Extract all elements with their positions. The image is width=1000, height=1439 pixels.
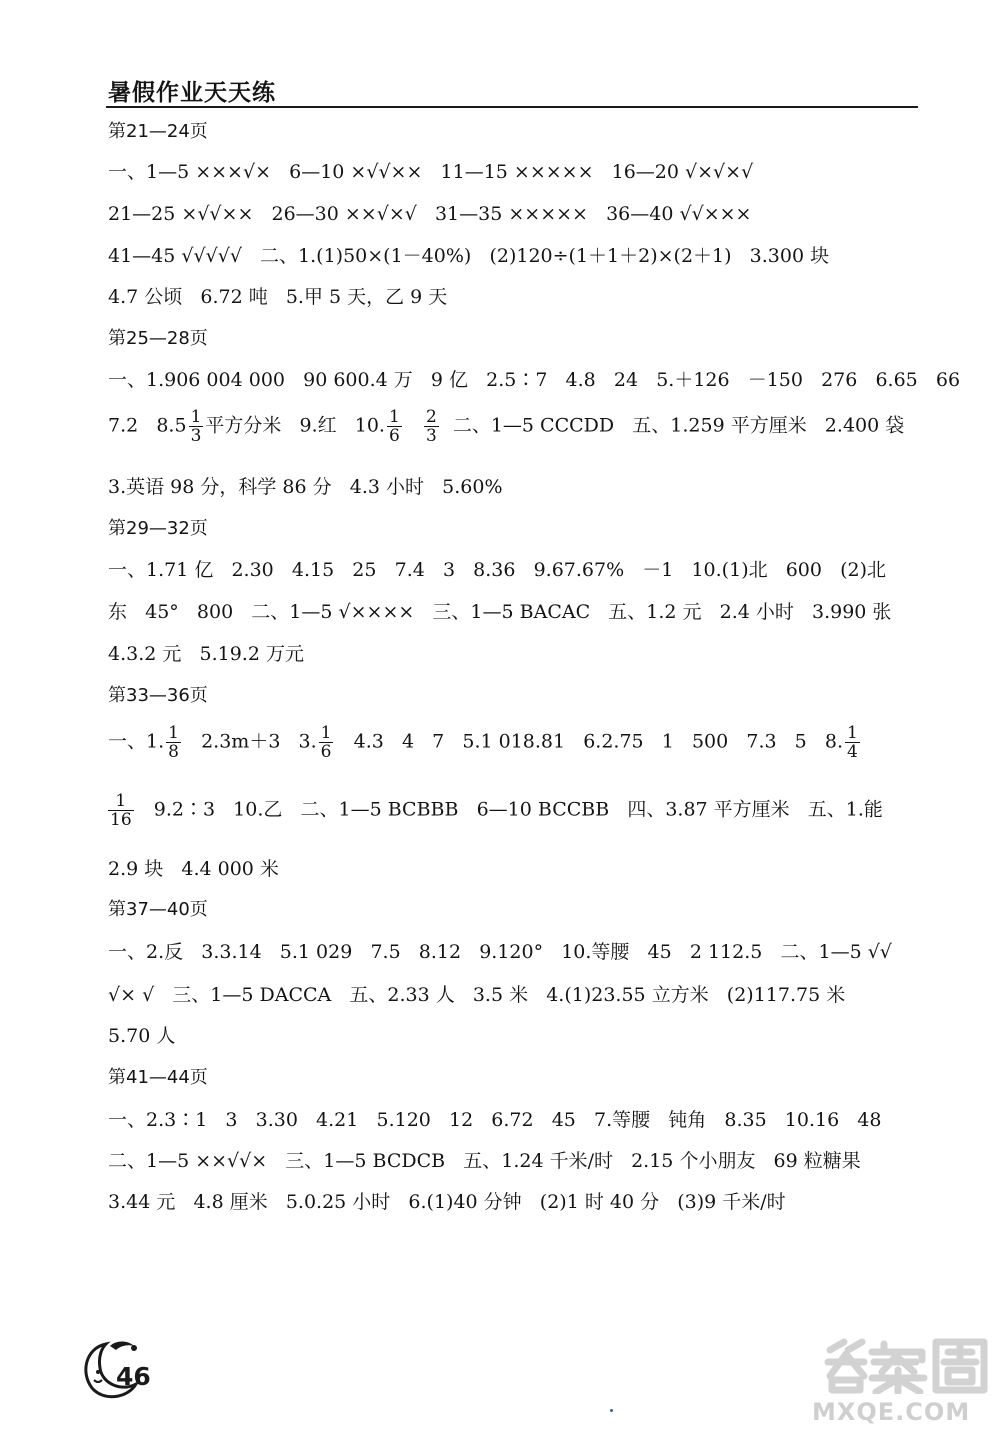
fraction bbox=[166, 724, 181, 761]
answer-line: 5.70 人 bbox=[108, 1025, 176, 1047]
section-title: 第21—24页 bbox=[108, 121, 208, 142]
fraction-denominator: 8 bbox=[168, 742, 179, 762]
answer-line: 2.9 块 4.4 000 米 bbox=[108, 858, 279, 880]
watermark-url: MXQE.COM bbox=[812, 1398, 971, 1426]
answer-line: 一、1.71 亿 2.30 4.15 25 7.4 3 8.36 9.67.67% －1 10.(1)北 600 (2)北 bbox=[108, 559, 887, 581]
fraction-numerator: 1 bbox=[190, 407, 202, 427]
fraction-denominator: 4 bbox=[847, 742, 858, 762]
section-title: 第37—40页 bbox=[108, 899, 208, 920]
text-segment: 平方分米 9.红 10. bbox=[205, 414, 385, 437]
answer-line: 4.7 公顷 6.72 吨 5.甲 5 天，乙 9 天 bbox=[108, 286, 448, 308]
text-segment: 2.3m＋3 3. bbox=[182, 730, 317, 753]
scan-speck bbox=[610, 1409, 613, 1412]
answer-line-with-fractions bbox=[108, 408, 904, 445]
fraction bbox=[319, 724, 334, 761]
fraction-numerator: 2 bbox=[425, 407, 437, 427]
fraction bbox=[189, 408, 204, 445]
section-title: 第29—32页 bbox=[108, 518, 208, 539]
fraction-numerator: 1 bbox=[168, 723, 179, 743]
answer-line: 4.3.2 元 5.19.2 万元 bbox=[108, 643, 304, 665]
fraction-denominator: 3 bbox=[190, 426, 202, 446]
answer-line: 一、1—5 ×××√× 6—10 ×√√×× 11—15 ××××× 16—20 √×√×√ bbox=[108, 161, 754, 183]
fraction-denominator: 6 bbox=[320, 742, 332, 762]
section-title: 第41—44页 bbox=[108, 1067, 208, 1088]
answer-line: 21—25 ×√√×× 26—30 ××√×√ 31—35 ××××× 36—40 √√××× bbox=[108, 203, 752, 225]
text-segment: 二、1—5 CCCDD 五、1.259 平方厘米 2.400 袋 bbox=[440, 414, 905, 437]
answer-line: 3.44 元 4.8 厘米 5.0.25 小时 6.(1)40 分钟 (2)1 时 40 分 (3)9 千米/时 bbox=[108, 1191, 786, 1213]
section-title: 第33—36页 bbox=[108, 685, 208, 706]
answer-line: 一、2.3∶1 3 3.30 4.21 5.120 12 6.72 45 7.等腰 钝角 8.35 10.16 48 bbox=[108, 1109, 882, 1131]
text-segment: 4.3 4 7 5.1 018.81 6.2.75 1 500 7.3 5 8. bbox=[335, 730, 844, 753]
fraction bbox=[108, 792, 134, 829]
fraction-numerator: 1 bbox=[320, 723, 332, 743]
answer-line: 东 45° 800 二、1—5 √×××× 三、1—5 BACAC 五、1.2 元 2.4 小时 3.990 张 bbox=[108, 601, 892, 623]
fraction bbox=[424, 408, 439, 445]
fraction-numerator: 1 bbox=[847, 723, 858, 743]
page-number: 46 bbox=[116, 1362, 151, 1391]
answer-line: 一、1.906 004 000 90 600.4 万 9 亿 2.5∶7 4.8 24 5.＋126 －150 276 6.65 66 bbox=[108, 369, 961, 391]
text-segment: 9.2∶3 10.乙 二、1—5 BCBBB 6—10 BCCBB 四、3.87 平方厘米 五、1.能 bbox=[135, 798, 883, 821]
fraction-numerator: 1 bbox=[388, 407, 400, 427]
answer-line: 41—45 √√√√√ 二、1.(1)50×(1－40%) (2)120÷(1＋1＋2)×(2＋1) 3.300 块 bbox=[108, 245, 830, 267]
fraction-denominator: 3 bbox=[425, 426, 437, 446]
section-title: 第25—28页 bbox=[108, 328, 208, 349]
answer-line: 3.英语 98 分，科学 86 分 4.3 小时 5.60% bbox=[108, 476, 503, 498]
header-divider bbox=[106, 106, 918, 108]
text-segment: 7.2 8.5 bbox=[108, 414, 187, 437]
header-title: 暑假作业天天练 bbox=[108, 80, 276, 106]
answer-line-with-fractions bbox=[108, 724, 862, 761]
fraction bbox=[845, 724, 860, 761]
answer-line-with-fractions bbox=[108, 792, 883, 829]
answer-line: √× √ 三、1—5 DACCA 五、2.33 人 3.5 米 4.(1)23.55 立方米 (2)117.75 米 bbox=[108, 984, 846, 1006]
fraction-numerator: 1 bbox=[108, 792, 134, 811]
text-segment: 一、1. bbox=[108, 730, 165, 753]
answer-line: 二、1—5 ××√√× 三、1—5 BCDCB 五、1.24 千米/时 2.15 个小朋友 69 粒糖果 bbox=[108, 1150, 861, 1172]
fraction bbox=[387, 408, 402, 445]
fraction-denominator: 6 bbox=[388, 426, 400, 446]
answer-line: 一、2.反 3.3.14 5.1 029 7.5 8.12 9.120° 10.等腰 45 2 112.5 二、1—5 √√ bbox=[108, 941, 892, 963]
fraction-denominator: 16 bbox=[110, 810, 132, 830]
